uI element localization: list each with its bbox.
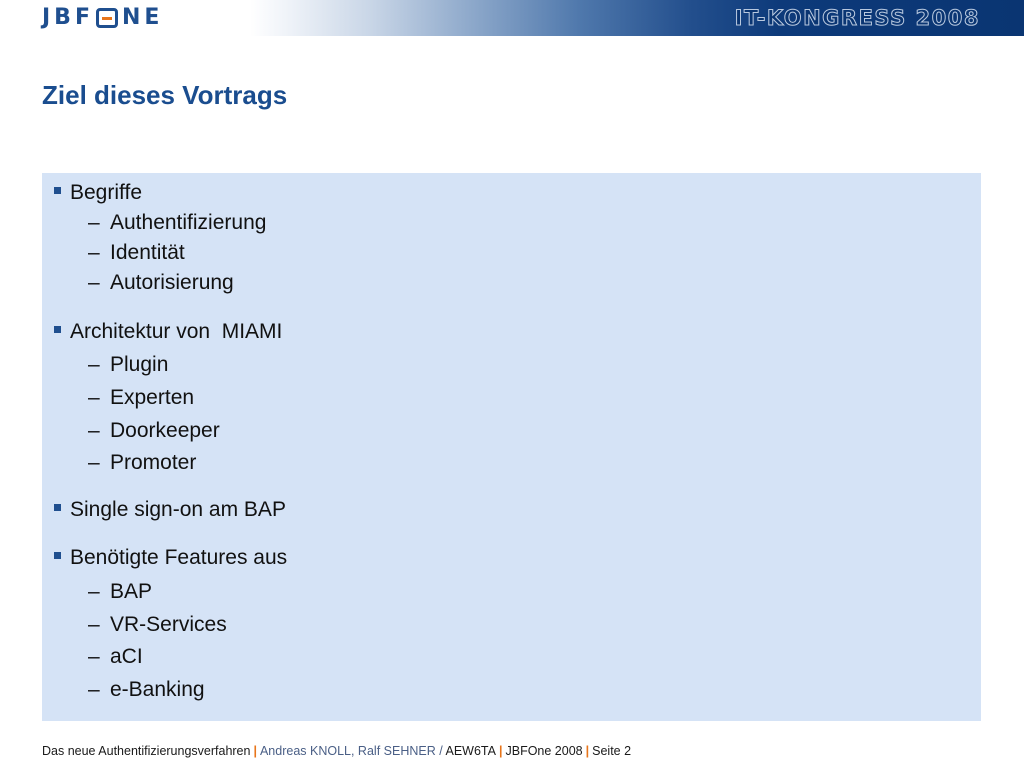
bullet-begriffe [54, 180, 142, 206]
footer-page: Seite 2 [592, 744, 632, 758]
sub-bullet [88, 677, 205, 703]
footer [42, 742, 631, 760]
dash-icon: – [88, 678, 100, 701]
bullet-single-sign-on [54, 497, 286, 523]
sub-bullet [88, 644, 143, 670]
footer-topic: Das neue Authentifizierungsverfahren [42, 744, 251, 758]
sub-bullet-label: Plugin [110, 353, 169, 376]
footer-authors: Andreas KNOLL, Ralf SEHNER [259, 744, 436, 758]
bullet-features [54, 545, 287, 571]
slide-title: Ziel dieses Vortrags [42, 80, 288, 110]
footer-unit: AEW6TA [445, 744, 496, 758]
dash-icon: – [88, 386, 100, 409]
footer-separator: | [585, 744, 590, 758]
sub-bullet-label: Experten [110, 386, 195, 409]
sub-bullet-label: aCI [110, 645, 143, 668]
sub-bullet-label: Authentifizierung [110, 211, 267, 234]
bullet-architektur [54, 319, 282, 345]
sub-bullet-label: Doorkeeper [110, 419, 220, 442]
sub-bullet [88, 270, 234, 296]
event-title: IT-KONGRESS 2008 [734, 6, 980, 30]
footer-slash: / [439, 744, 443, 758]
square-bullet-icon [54, 187, 61, 194]
sub-bullet [88, 418, 220, 444]
sub-bullet-label: Identität [110, 241, 185, 264]
dash-icon: – [88, 451, 100, 474]
dash-icon: – [88, 613, 100, 636]
dash-icon: – [88, 211, 100, 234]
header-band [0, 0, 1024, 36]
bullet-label: Architektur von MIAMI [70, 320, 283, 343]
dash-icon: – [88, 353, 100, 376]
footer-separator: | [253, 744, 257, 758]
sub-bullet [88, 579, 152, 605]
bullet-label: Benötigte Features aus [70, 546, 288, 569]
sub-bullet [88, 352, 168, 378]
dash-icon: – [88, 419, 100, 442]
footer-event: JBFOne 2008 [505, 744, 583, 758]
dash-icon: – [88, 271, 100, 294]
footer-separator: | [498, 744, 503, 758]
sub-bullet-label: Autorisierung [110, 271, 234, 294]
bullet-label: Single sign-on am BAP [70, 498, 286, 521]
square-bullet-icon [54, 504, 61, 511]
dash-icon: – [88, 645, 100, 668]
square-bullet-icon [54, 326, 61, 333]
sub-bullet-label: e-Banking [110, 678, 205, 701]
square-bullet-icon [54, 552, 61, 559]
logo-o-icon [96, 8, 118, 28]
sub-bullet [88, 450, 196, 476]
dash-icon: – [88, 241, 100, 264]
sub-bullet [88, 385, 194, 411]
sub-bullet-label: VR-Services [110, 613, 227, 636]
bullet-label: Begriffe [70, 181, 142, 204]
sub-bullet [88, 210, 266, 236]
content-box [42, 173, 981, 721]
jbfone-logo [42, 5, 163, 31]
logo-text-right: NE [121, 5, 164, 30]
logo-text-left: JBF [42, 5, 94, 30]
sub-bullet-label: BAP [110, 580, 153, 603]
dash-icon: – [88, 580, 100, 603]
sub-bullet [88, 240, 185, 266]
sub-bullet-label: Promoter [110, 451, 197, 474]
sub-bullet [88, 612, 227, 638]
